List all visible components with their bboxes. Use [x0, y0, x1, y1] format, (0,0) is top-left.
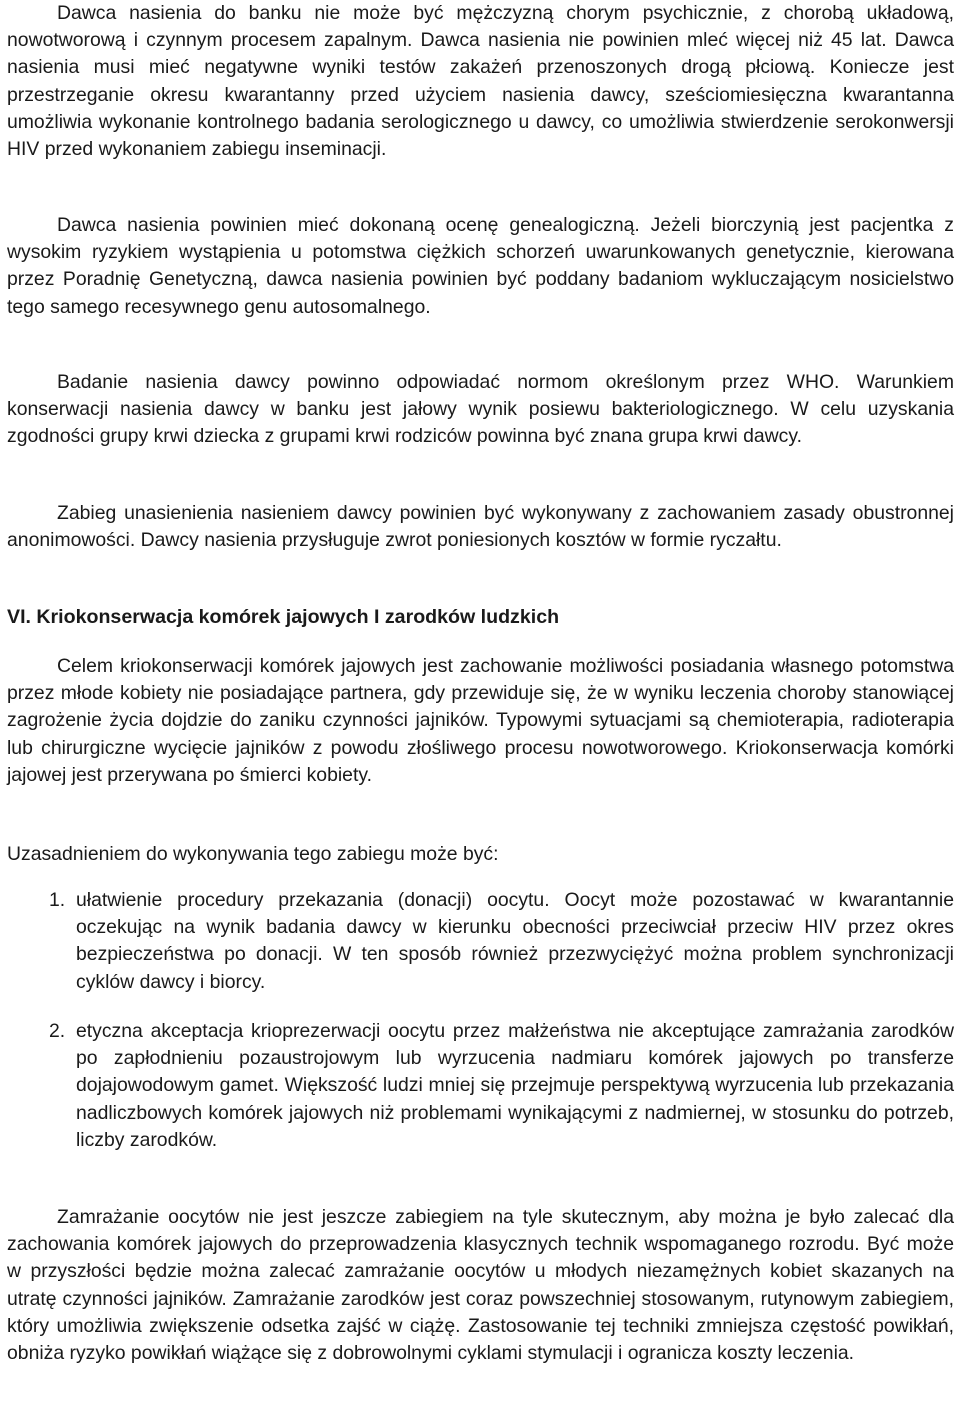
list-item-text: ułatwienie procedury przekazania (donacji) oocytu. Oocyt może pozostawać w kwarantannie oczekując na wynik badania dawcy w kierunku obecności przeciwciał przeciw HIV przez okres bezpieczeństwa po donacji. W ten sposób również przezwyciężyć można problem synchronizacji cyklów dawcy i biorcy.	[76, 889, 954, 993]
list-item	[7, 1018, 954, 1154]
paragraph-oocyte-cryopreservation-goal: Celem kriokonserwacji komórek jajowych jest zachowanie możliwości posiadania własnego potomstwa przez młode kobiety nie posiadające partnera, gdy przewiduje się, że w wyniku leczenia choroby stanowiącej zagrożenie życia dojdzie do zaniku czynności jajników. Typowymi sytuacjami są chemioterapia, radioterapia lub chirurgiczne wycięcie jajników z powodu złośliwego procesu nowotworowego. Kriokonserwacja komórki jajowej jest przerywana po śmierci kobiety.	[7, 655, 954, 786]
paragraph-donor-requirements: Dawca nasienia do banku nie może być mężczyzną chorym psychicznie, z chorobą układową, nowotworową i czynnym procesem zapalnym. Dawca nasienia nie powinien mleć więcej niż 45 lat. Dawca nasienia musi mieć negatywne wyniki testów zakażeń przenoszonych drogą płciową. Koniecze jest przestrzeganie okresu kwarantanny przed użyciem nasienia dawcy, sześciomiesięczna kwarantanna umożliwia wykonanie kontrolnego badania serologicznego u dawcy, co umożliwia stwierdzenie serokonwersji HIV przed wykonaniem zabiegu inseminacji.	[7, 2, 954, 161]
list-item-number: 1.	[49, 889, 66, 911]
paragraph-justification-intro: Uzasadnieniem do wykonywania tego zabiegu może być:	[7, 843, 499, 865]
paragraph-freezing-oocytes: Zamrażanie oocytów nie jest jeszcze zabiegiem na tyle skutecznym, aby można je było zalecać dla zachowania komórek jajowych do przeprowadzenia klasycznych technik wspomaganego rozrodu. Być może w przyszłości będzie można zalecać zamrażanie oocytów u młodych niezamężnych kobiet skazanych na utratę czynności jajników. Zamrażanie zarodków jest coraz powszechniej stosowanym, rutynowym zabiegiem, który umożliwia zwiększenie odsetka zajść w ciążę. Zastosowanie tej techniki zmniejsza częstość powikłań, obniża ryzyko powikłań wiążące się z dobrowolnymi cyklami stymulacji i ogranicza koszty leczenia.	[7, 1206, 954, 1365]
paragraph-semen-testing: Badanie nasienia dawcy powinno odpowiadać normom określonym przez WHO. Warunkiem konserwacji nasienia dawcy w banku jest jałowy wynik posiewu bakteriologicznego. W celu uzyskania zgodności grupy krwi dziecka z grupami krwi rodziców powinna być znana grupa krwi dawcy.	[7, 371, 954, 448]
paragraph-anonymity: Zabieg unasienienia nasieniem dawcy powinien być wykonywany z zachowaniem zasady obustronnej anonimowości. Dawcy nasienia przysługuje zwrot poniesionych kosztów w formie ryczałtu.	[7, 502, 954, 552]
section-heading-vi: VI. Kriokonserwacja komórek jajowych I zarodków ludzkich	[7, 606, 560, 628]
list-item	[7, 887, 954, 996]
list-item-number: 2.	[49, 1020, 66, 1042]
paragraph-genealogical-assessment: Dawca nasienia powinien mieć dokonaną ocenę genealogiczną. Jeżeli biorczynią jest pacjentka z wysokim ryzykiem wystąpienia u potomstwa ciężkich schorzeń uwarunkowanych genetycznie, kierowana przez Poradnię Genetyczną, dawca nasienia powinien być poddany badaniom wykluczającym nosicielstwo tego samego recesywnego genu autosomalnego.	[7, 214, 954, 318]
list-item-text: etyczna akceptacja krioprezerwacji oocytu przez małżeństwa nie akceptujące zamrażania zarodków po zapłodnieniu pozaustrojowym lub wyrzucenia nadmiaru komórek jajowych po transferze dojajowodowym gamet. Większość ludzi mniej się przejmuje perspektywą wyrzucenia lub przekazania nadliczbowych komórek jajowych niż problemami wynikającymi z nadmiernej, w stosunku do potrzeb, liczby zarodków.	[76, 1020, 954, 1151]
